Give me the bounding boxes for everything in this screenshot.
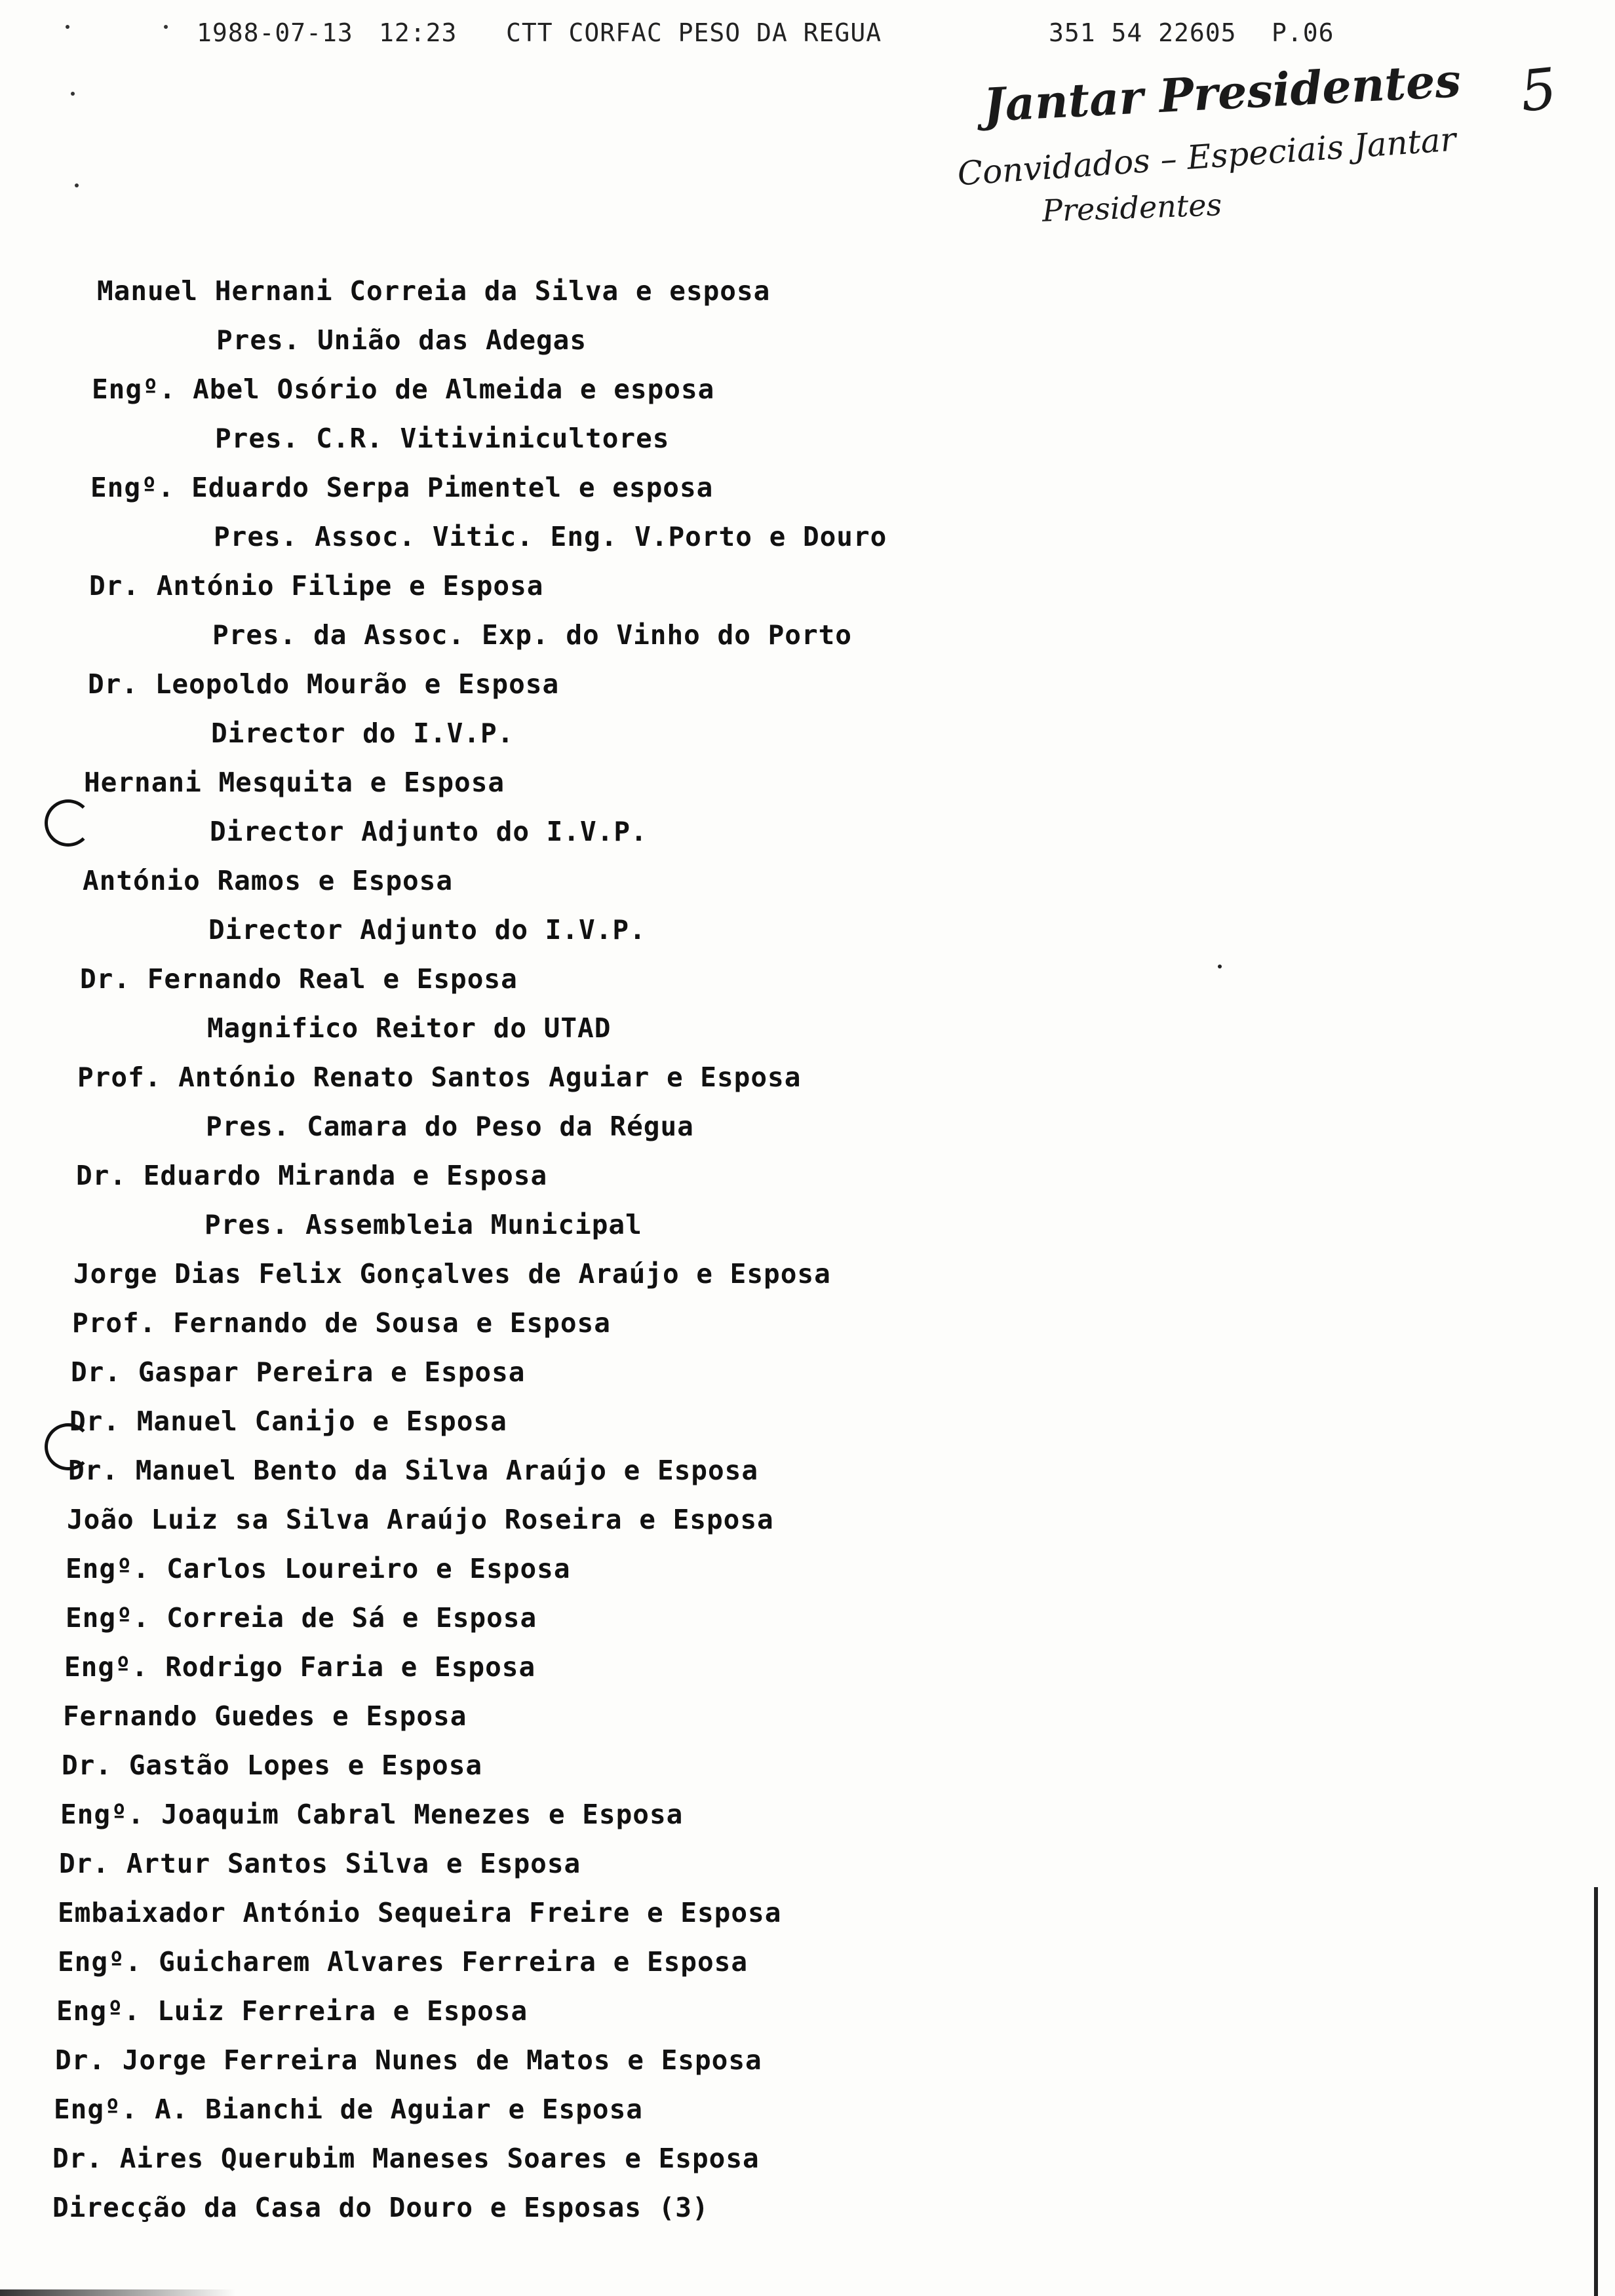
scan-smudge bbox=[0, 2289, 236, 2296]
guest-name: Engº. Rodrigo Faria e Esposa bbox=[64, 1651, 536, 1683]
hole-punch-mark bbox=[45, 799, 92, 847]
scan-speck bbox=[1218, 965, 1222, 968]
guest-name: António Ramos e Esposa bbox=[83, 865, 454, 896]
guest-name: Dr. António Filipe e Esposa bbox=[89, 570, 544, 602]
fax-number: 351 54 22605 bbox=[1049, 18, 1237, 47]
guest-name: Dr. Aires Querubim Maneses Soares e Esposa bbox=[52, 2143, 760, 2174]
guest-name: Engº. Luiz Ferreira e Esposa bbox=[56, 1995, 528, 2027]
guest-title: Director Adjunto do I.V.P. bbox=[210, 816, 648, 847]
guest-name: Dr. Gastão Lopes e Esposa bbox=[62, 1750, 483, 1781]
guest-name: Dr. Leopoldo Mourão e Esposa bbox=[88, 668, 560, 700]
guest-name: Engº. Joaquim Cabral Menezes e Esposa bbox=[60, 1799, 684, 1830]
guest-title: Director Adjunto do I.V.P. bbox=[208, 914, 646, 946]
guest-name: Dr. Jorge Ferreira Nunes de Matos e Esposa bbox=[55, 2044, 762, 2076]
guest-name: Fernando Guedes e Esposa bbox=[63, 1700, 467, 1732]
guest-title: Director do I.V.P. bbox=[211, 718, 515, 749]
guest-name: Engº. Carlos Loureiro e Esposa bbox=[66, 1553, 571, 1584]
handwritten-subtitle-2: Presidentes bbox=[1041, 187, 1222, 229]
page-edge-line bbox=[1594, 1887, 1598, 2296]
fax-header bbox=[197, 18, 1350, 58]
guest-name: Jorge Dias Felix Gonçalves de Araújo e Esposa bbox=[73, 1258, 831, 1290]
fax-page-number: P.06 bbox=[1272, 18, 1334, 47]
guest-name: Prof. António Renato Santos Aguiar e Esposa bbox=[77, 1062, 802, 1093]
scan-speck bbox=[66, 25, 69, 29]
guest-name: Dr. Manuel Canijo e Esposa bbox=[69, 1406, 507, 1437]
guest-name: Direcção da Casa do Douro e Esposas (3) bbox=[52, 2192, 709, 2223]
hole-punch-mark bbox=[45, 1423, 92, 1470]
guest-title: Pres. Camara do Peso da Régua bbox=[206, 1111, 694, 1142]
guest-name: Dr. Artur Santos Silva e Esposa bbox=[59, 1848, 581, 1879]
guest-name: Engº. Abel Osório de Almeida e esposa bbox=[92, 373, 715, 405]
guest-title: Pres. União das Adegas bbox=[216, 324, 587, 356]
guest-name: Engº. Guicharem Alvares Ferreira e Esposa bbox=[58, 1946, 749, 1978]
guest-name: João Luiz sa Silva Araújo Roseira e Esposa bbox=[67, 1504, 774, 1535]
scan-speck bbox=[71, 92, 75, 96]
guest-title: Pres. da Assoc. Exp. do Vinho do Porto bbox=[212, 619, 852, 651]
guest-name: Embaixador António Sequeira Freire e Esposa bbox=[58, 1897, 782, 1928]
fax-date: 1988-07-13 bbox=[197, 18, 353, 47]
guest-name: Engº. Eduardo Serpa Pimentel e esposa bbox=[90, 472, 714, 503]
handwritten-note bbox=[957, 52, 1560, 249]
guest-name: Manuel Hernani Correia da Silva e esposa bbox=[97, 275, 771, 307]
guest-title: Pres. C.R. Vitivinicultores bbox=[215, 423, 670, 454]
guest-name: Hernani Mesquita e Esposa bbox=[84, 767, 505, 798]
handwritten-title: Jantar Presidentes bbox=[982, 52, 1462, 133]
scan-speck bbox=[75, 183, 79, 187]
scan-speck bbox=[164, 25, 168, 29]
fax-time: 12:23 bbox=[379, 18, 457, 47]
guest-title: Pres. Assembleia Municipal bbox=[204, 1209, 642, 1240]
guest-name: Dr. Manuel Bento da Silva Araújo e Esposa bbox=[68, 1455, 759, 1486]
guest-name: Engº. Correia de Sá e Esposa bbox=[66, 1602, 537, 1634]
fax-sender: CTT CORFAC PESO DA REGUA bbox=[506, 18, 882, 47]
guest-title: Magnifico Reitor do UTAD bbox=[207, 1012, 612, 1044]
handwritten-mark: 5 bbox=[1517, 56, 1560, 125]
guest-name: Dr. Gaspar Pereira e Esposa bbox=[71, 1356, 526, 1388]
guest-name: Dr. Eduardo Miranda e Esposa bbox=[76, 1160, 548, 1191]
guest-name: Engº. A. Bianchi de Aguiar e Esposa bbox=[54, 2094, 643, 2125]
guest-name: Dr. Fernando Real e Esposa bbox=[80, 963, 518, 995]
guest-title: Pres. Assoc. Vitic. Eng. V.Porto e Douro bbox=[214, 521, 887, 552]
guest-name: Prof. Fernando de Sousa e Esposa bbox=[72, 1307, 611, 1339]
handwritten-subtitle: Convidados – Especiais Jantar bbox=[956, 120, 1458, 193]
